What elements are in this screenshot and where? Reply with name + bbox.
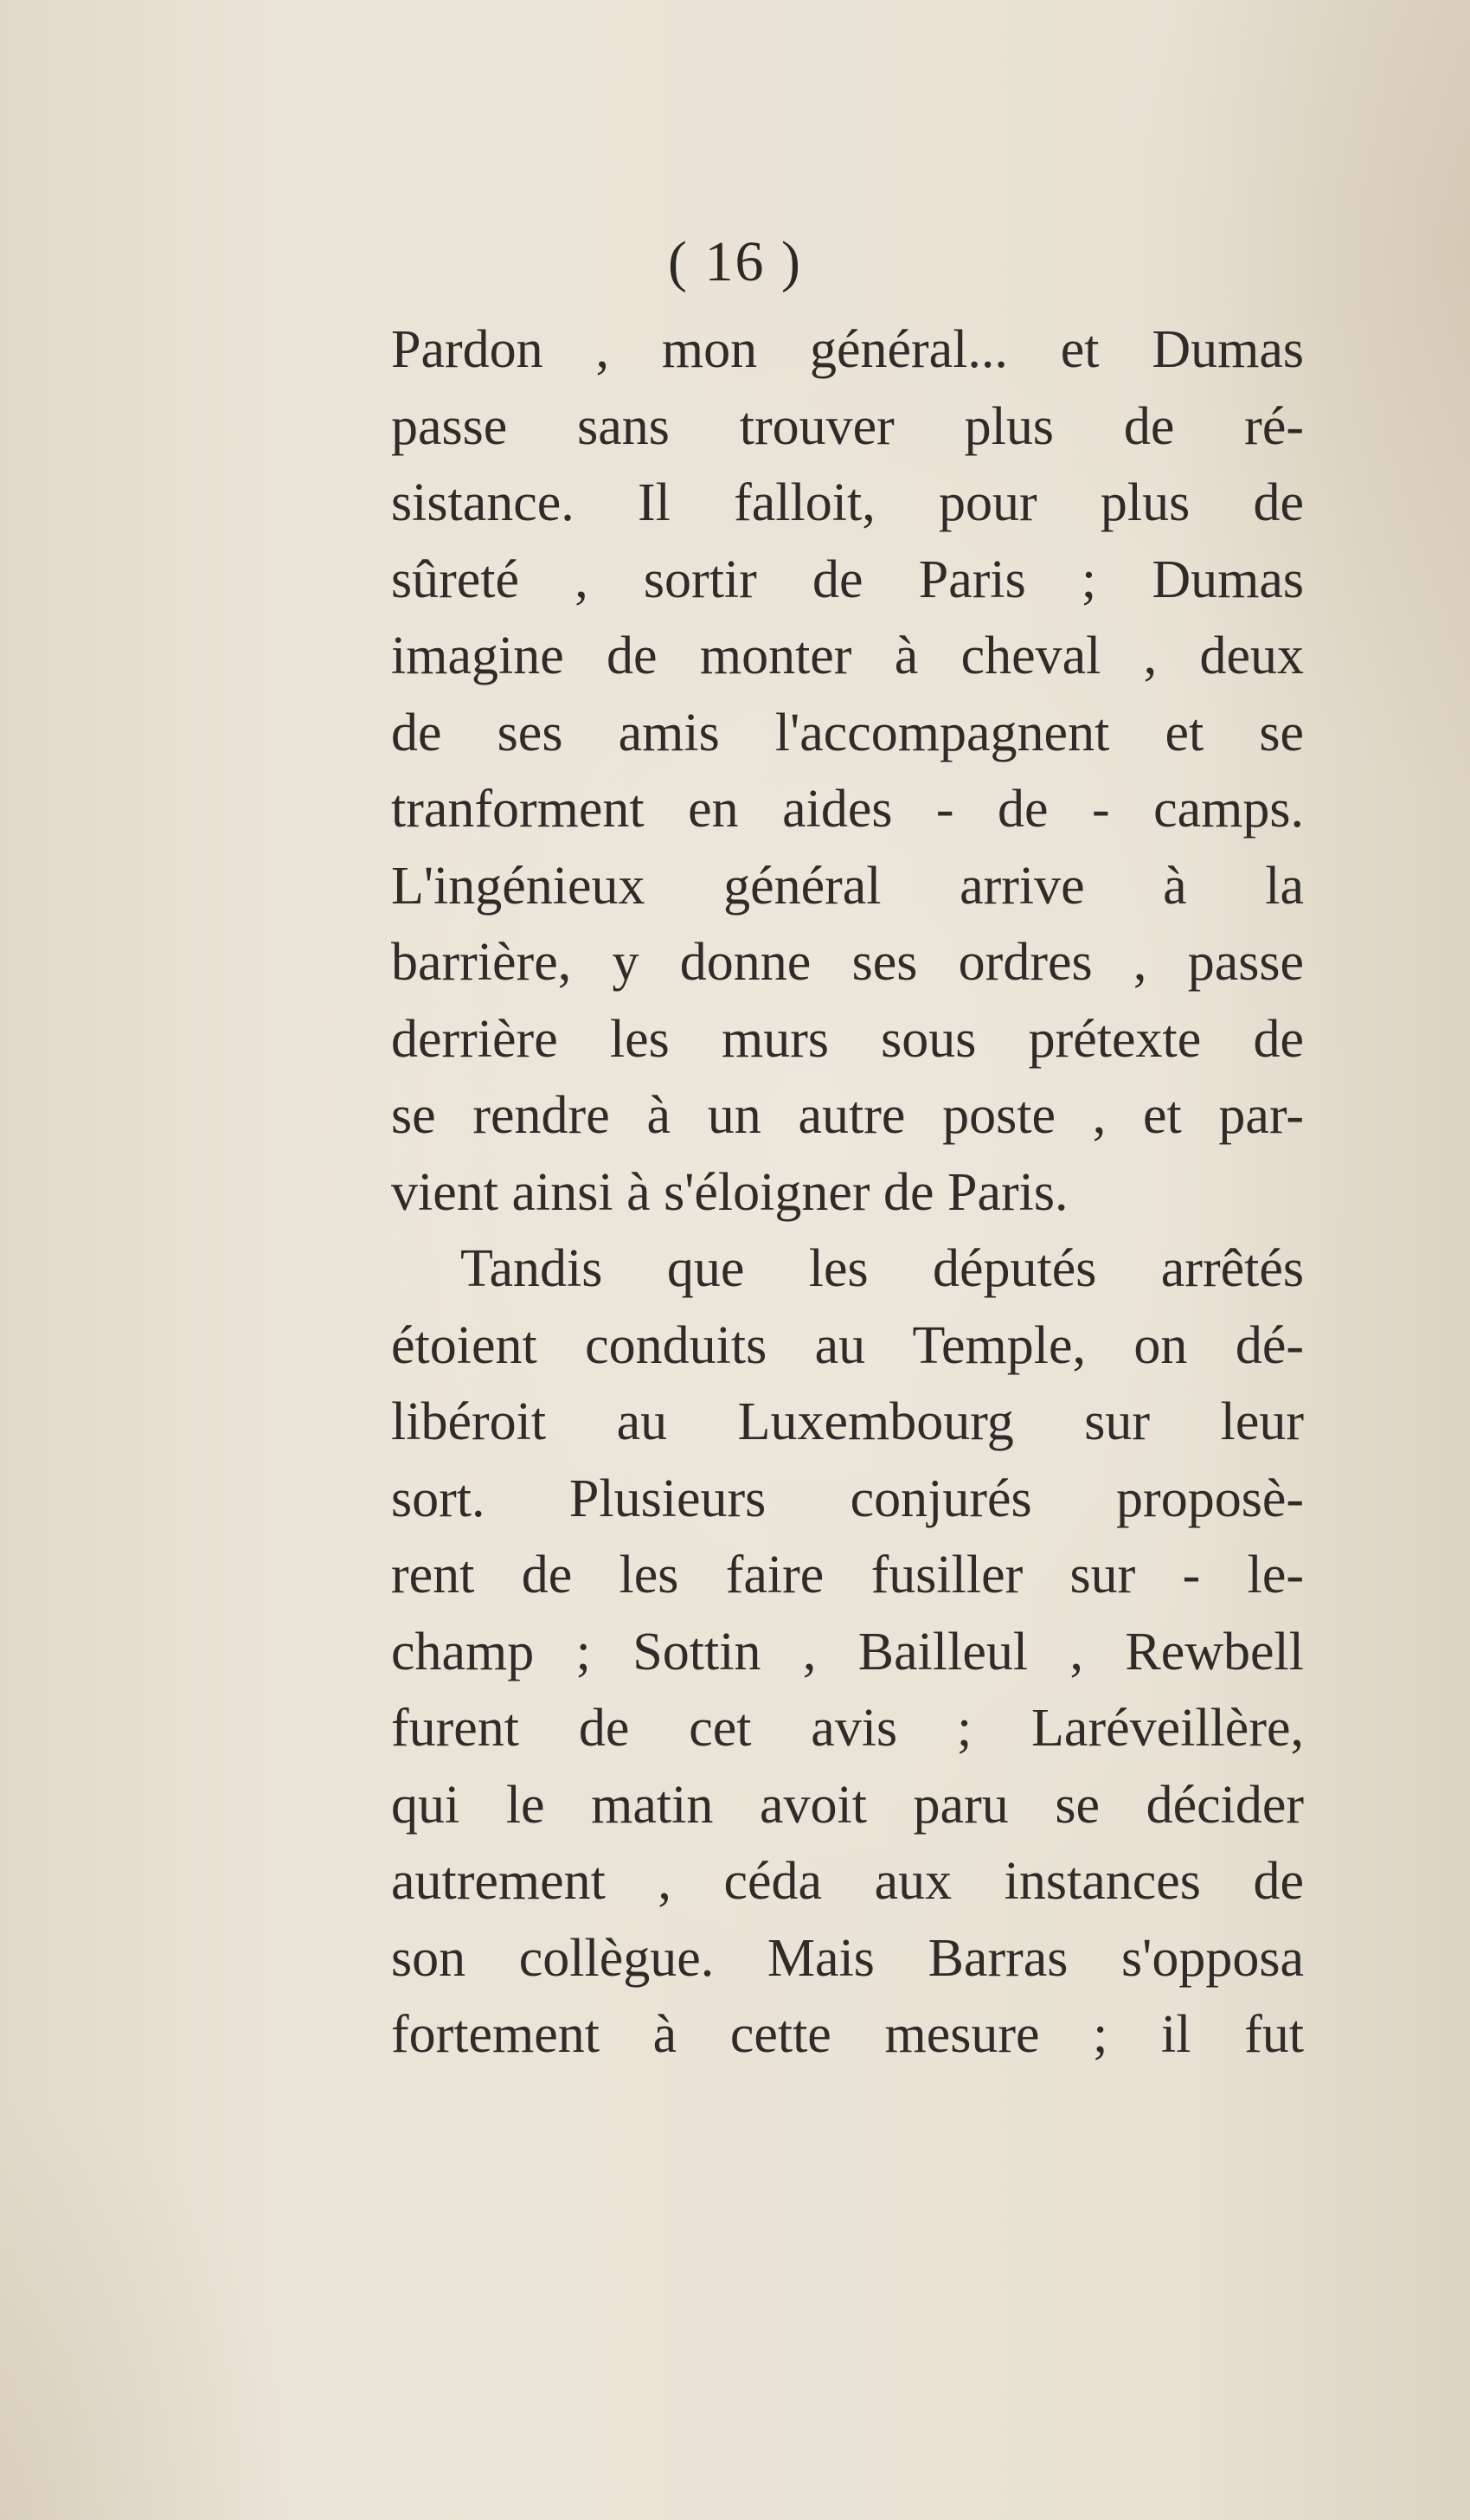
text-line: libéroit au Luxembourg sur leur bbox=[391, 1392, 1304, 1451]
text-line: Pardon , mon général... et Dumas bbox=[391, 320, 1304, 379]
paragraph-start-line: Tandis que les députés arrêtés bbox=[460, 1239, 1304, 1298]
page-number: ( 16 ) bbox=[668, 230, 802, 293]
text-line: sûreté , sortir de Paris ; Dumas bbox=[391, 550, 1304, 609]
text-line: tranforment en aides - de - camps. bbox=[391, 780, 1304, 839]
text-line: L'ingénieux général arrive à la bbox=[391, 856, 1304, 916]
text-line: furent de cet avis ; Laréveillère, bbox=[391, 1699, 1304, 1758]
text-line: imagine de monter à cheval , deux bbox=[391, 627, 1304, 685]
text-line: champ ; Sottin , Bailleul , Rewbell bbox=[391, 1622, 1304, 1681]
body-text bbox=[391, 312, 1304, 2073]
text-line: fortement à cette mesure ; il fut bbox=[391, 2005, 1304, 2064]
text-line: passe sans trouver plus de ré- bbox=[391, 396, 1304, 456]
text-line: de ses amis l'accompagnent et se bbox=[391, 703, 1304, 762]
text-line: sistance. Il falloit, pour plus de bbox=[391, 473, 1304, 532]
text-line: autrement , céda aux instances de bbox=[391, 1852, 1304, 1911]
text-line: barrière, y donne ses ordres , passe bbox=[391, 933, 1304, 992]
text-line: rent de les faire fusiller sur - le- bbox=[391, 1546, 1304, 1604]
text-line: vient ainsi à s'éloigner de Paris. bbox=[391, 1162, 1069, 1222]
text-line: se rendre à un autre poste , et par- bbox=[391, 1086, 1304, 1145]
text-line: derrière les murs sous prétexte de bbox=[391, 1009, 1304, 1069]
text-line: qui le matin avoit paru se décider bbox=[391, 1775, 1304, 1835]
text-line: étoient conduits au Temple, on dé- bbox=[391, 1315, 1304, 1375]
text-line: son collègue. Mais Barras s'opposa bbox=[391, 1928, 1304, 1988]
text-line: sort. Plusieurs conjurés proposè- bbox=[391, 1469, 1304, 1528]
